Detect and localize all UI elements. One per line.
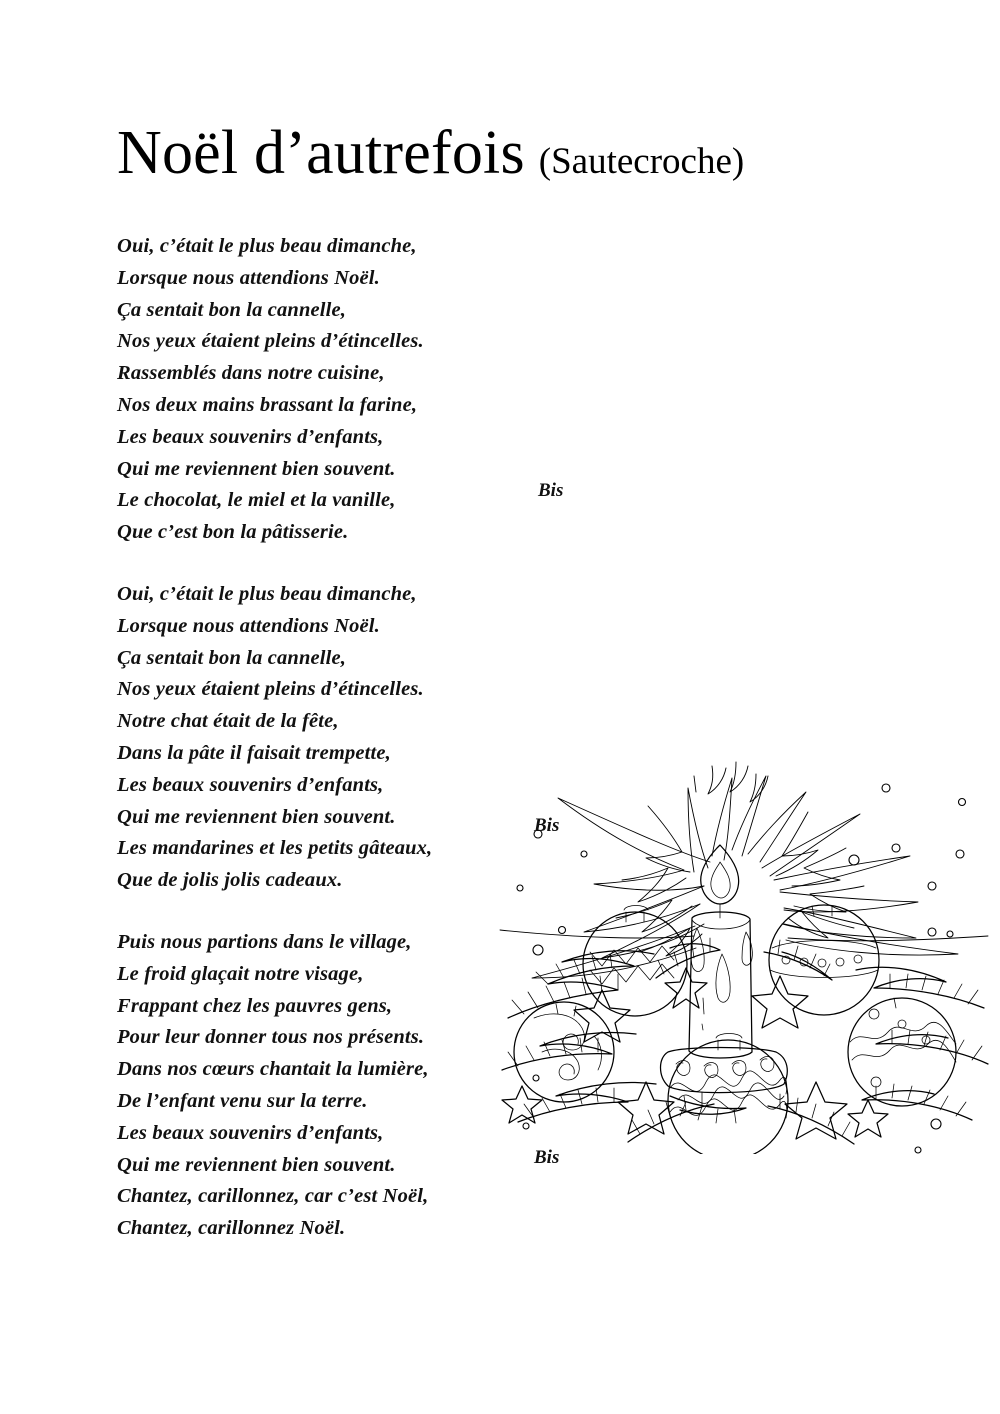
title-main-text: Noël d’autrefois xyxy=(117,119,525,187)
repeat-marker-bis-2: Bis xyxy=(534,815,560,836)
bauble-right xyxy=(848,998,956,1106)
bauble-upper-right xyxy=(769,905,879,1015)
lyric-line: Chantez, carillonnez, car c’est Noël, xyxy=(117,1185,429,1208)
christmas-candle-illustration xyxy=(498,752,990,1154)
verse-3 xyxy=(117,927,547,1245)
lyric-line: Qui me reviennent bien souvent. xyxy=(117,1153,396,1176)
lyric-line: Oui, c’était le plus beau dimanche, xyxy=(117,582,417,605)
lyric-line: Le froid glaçait notre visage, xyxy=(117,962,364,985)
lyric-line: Puis nous partions dans le village, xyxy=(117,930,412,953)
lyric-line: Lorsque nous attendions Noël. xyxy=(117,266,380,289)
lyric-line: De l’enfant venu sur la terre. xyxy=(117,1089,368,1112)
verse-1 xyxy=(117,231,547,549)
lyric-line: Nos deux mains brassant la farine, xyxy=(117,393,418,416)
bauble-bottom-center xyxy=(668,1034,788,1155)
repeat-marker-bis-1: Bis xyxy=(538,480,564,501)
lyrics-body xyxy=(117,231,547,1245)
candle-body xyxy=(689,912,752,1058)
page-title xyxy=(117,119,745,187)
lyric-line: Nos yeux étaient pleins d’étincelles. xyxy=(117,330,424,353)
lyric-line: Notre chat était de la fête, xyxy=(117,710,339,733)
lyric-line: Le chocolat, le miel et la vanille, xyxy=(117,489,396,512)
lyric-line: Ça sentait bon la cannelle, xyxy=(117,298,346,321)
lyric-line: Dans la pâte il faisait trempette, xyxy=(117,741,391,764)
lyric-line: Que de jolis jolis cadeaux. xyxy=(117,869,343,892)
lyric-line: Pour leur donner tous nos présents. xyxy=(117,1026,425,1049)
lyric-line: Rassemblés dans notre cuisine, xyxy=(117,362,385,385)
repeat-marker-bis-3: Bis xyxy=(534,1147,560,1168)
lyric-line: Nos yeux étaient pleins d’étincelles. xyxy=(117,678,424,701)
lyric-line: Lorsque nous attendions Noël. xyxy=(117,614,380,637)
lyric-line: Oui, c’était le plus beau dimanche, xyxy=(117,235,417,257)
lyric-line: Qui me reviennent bien souvent. xyxy=(117,805,396,828)
lyric-line: Qui me reviennent bien souvent. xyxy=(117,457,396,480)
candle-holder xyxy=(661,1048,788,1093)
lyric-line: Les beaux souvenirs d’enfants, xyxy=(117,1121,384,1144)
candle-flame xyxy=(701,845,739,918)
lyric-line: Chantez, carillonnez Noël. xyxy=(117,1217,346,1240)
verse-2 xyxy=(117,579,547,897)
lyric-line: Les mandarines et les petits gâteaux, xyxy=(117,837,433,860)
fir-branches-left xyxy=(502,951,714,1142)
lyric-line: Ça sentait bon la cannelle, xyxy=(117,646,346,669)
lyric-line: Les beaux souvenirs d’enfants, xyxy=(117,425,384,448)
lyric-line: Dans nos cœurs chantait la lumière, xyxy=(117,1058,429,1081)
lyric-line: Les beaux souvenirs d’enfants, xyxy=(117,773,384,796)
title-subtitle-text: (Sautecroche) xyxy=(538,141,745,182)
lyric-line: Frappant chez les pauvres gens, xyxy=(117,994,393,1017)
starburst-rays xyxy=(500,762,988,978)
lyric-line: Que c’est bon la pâtisserie. xyxy=(117,521,349,544)
